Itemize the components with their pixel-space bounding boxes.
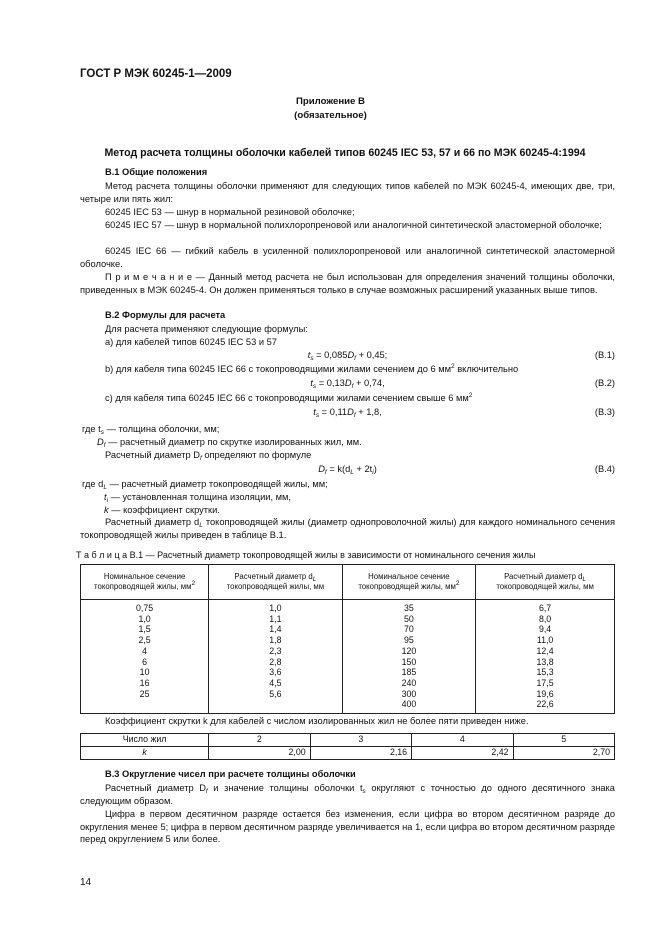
table-cell: 1,5 bbox=[138, 624, 151, 635]
column-left-sections bbox=[81, 600, 209, 714]
header-diameter: Расчетный диаметр $d_L$ токопроводящей жилы, мм bbox=[209, 565, 343, 600]
section-b3-heading: В.3 Округление чисел при расчете толщины оболочки bbox=[105, 769, 356, 779]
table-cell: 0,75 bbox=[136, 603, 154, 613]
table-cell: 4,5 bbox=[269, 678, 282, 689]
table-cell: 5,6 bbox=[269, 688, 282, 699]
table-cell: 1,1 bbox=[269, 613, 282, 624]
document-code: ГОСТ Р МЭК 60245-1—2009 bbox=[80, 68, 232, 80]
column-right-sections bbox=[342, 600, 476, 714]
table-cell: 8,0 bbox=[538, 613, 552, 624]
table-cell: 10 bbox=[139, 667, 150, 678]
formula-number: (В.4) bbox=[594, 464, 615, 474]
column-left-diameters bbox=[209, 600, 343, 714]
table-cell: 2,42 bbox=[412, 746, 513, 759]
table-cell: 150 bbox=[401, 656, 417, 667]
table-cell: 120 bbox=[401, 645, 417, 656]
table-cell: 240 bbox=[401, 678, 417, 689]
table-cell: 50 bbox=[404, 613, 414, 624]
table-b1 bbox=[80, 564, 615, 714]
appendix-status: (обязательное) bbox=[294, 110, 367, 121]
note-text: — Данный метод расчета не был использован для определения значений толщины оболочки, приведенных в МЭК 60245-4. Он должен применяться только в случае возможных расширений указанных выше типов. bbox=[80, 272, 615, 295]
table-cell: 35 bbox=[404, 603, 414, 613]
table-cell: 3 bbox=[310, 734, 411, 747]
table-cell: 15,3 bbox=[536, 667, 554, 678]
where-ts: где $t_s$ — толщина оболочки, мм; bbox=[82, 424, 220, 436]
calc-text-df: Расчетный диаметр $D_f$ определяют по формуле bbox=[105, 450, 312, 462]
table-cell: 9,4 bbox=[538, 624, 552, 635]
table-cell: 2,8 bbox=[269, 656, 282, 667]
paragraph: 60245 IEC 53 — шнур в нормальной резиновой оболочке; bbox=[105, 207, 355, 217]
table-cell: 185 bbox=[401, 667, 417, 678]
table-cell: 4 bbox=[142, 645, 148, 656]
list-item-a: a) для кабелей типов 60245 IEC 53 и 57 bbox=[105, 337, 277, 347]
header-diameter: Расчетный диаметр $d_L$ токопроводящей жилы, мм bbox=[476, 565, 615, 600]
formula-b4: $D_f = k(d_L + 2t_i)$ (В.4) bbox=[318, 464, 615, 476]
row-label: Число жил bbox=[81, 734, 209, 747]
table-k bbox=[80, 733, 615, 760]
table-cell: 22,6 bbox=[536, 699, 554, 710]
table-cell: 2,00 bbox=[209, 746, 310, 759]
table-cell: 2,3 bbox=[269, 645, 282, 656]
table-cell: 6,7 bbox=[538, 603, 552, 613]
table-cell: 1,0 bbox=[269, 603, 282, 613]
table-cell: 95 bbox=[404, 635, 414, 646]
k-intro: Коэффициент скрутки k для кабелей с числом изолированных жил не более пяти приведен ниже. bbox=[105, 716, 529, 726]
table-cell: 17,5 bbox=[536, 678, 554, 689]
column-right-diameters bbox=[476, 600, 615, 714]
appendix-title: Приложение В bbox=[296, 96, 365, 107]
table-cell: 2,5 bbox=[138, 635, 151, 646]
formula-b1: $t_s = 0,085D_f + 0,45$; (В.1) bbox=[307, 350, 615, 362]
main-title: Метод расчета толщины оболочки кабелей типов 60245 IEC 53, 57 и 66 по МЭК 60245-4:1994 bbox=[104, 147, 586, 159]
table-cell: 4 bbox=[412, 734, 513, 747]
row-label: k bbox=[81, 746, 209, 759]
calc-text-dl: Расчетный диаметр $d_L$ токопроводящей жилы (диаметр однопроволочной жилы) для каждого номинального сечения токопроводящей жилы приведен в таблице В.1. bbox=[80, 517, 616, 540]
formula-number: (В.1) bbox=[594, 350, 615, 360]
table-cell: 19,6 bbox=[536, 688, 554, 699]
table-cell: 2,70 bbox=[513, 746, 614, 759]
paragraph: Цифра в первом десятичном разряде остается без изменения, если цифра во втором десятичном разряде до округления менее 5; цифра в первом десятичном разряде увеличивается на 1, если цифра во втором десятичном разряде перед округлением 5 или более. bbox=[80, 809, 615, 845]
note-label: П р и м е ч а н и е bbox=[105, 272, 192, 282]
where-k: k — коэффициент скрутки. bbox=[104, 505, 220, 515]
table-row bbox=[81, 746, 615, 759]
table-cell: 70 bbox=[404, 624, 414, 635]
paragraph: Метод расчета толщины оболочки применяют для следующих типов кабелей по МЭК 60245-4, имеющих две, три, четыре или пять жил: bbox=[80, 181, 615, 204]
where-dl: где $d_L$ — расчетный диаметр токопроводящей жилы, мм; bbox=[82, 479, 328, 491]
section-b2-heading: В.2 Формулы для расчета bbox=[105, 310, 226, 320]
table-cell: 1,4 bbox=[269, 624, 282, 635]
table-cell: 6 bbox=[142, 656, 148, 667]
page-number: 14 bbox=[80, 877, 92, 888]
list-item-c: c) для кабеля типа 60245 IEC 66 с токопроводящими жилами сечением свыше 6 $мм^2$ bbox=[105, 392, 473, 403]
table-cell: 3,6 bbox=[269, 667, 282, 678]
note bbox=[80, 271, 615, 296]
table-cell: 2,16 bbox=[310, 746, 411, 759]
table-cell: 300 bbox=[401, 688, 417, 699]
table-cell: 1,0 bbox=[138, 613, 151, 624]
header-section: Номинальное сечение токопроводящей жилы, $мм^2$ bbox=[342, 565, 476, 600]
table-cell: 13,8 bbox=[536, 656, 554, 667]
formula-number: (В.2) bbox=[594, 378, 615, 388]
where-ti: $t_i$ — установленная толщина изоляции, мм, bbox=[104, 492, 292, 504]
paragraph: 60245 IEC 57 — шнур в нормальной полихлоропреновой или аналогичной синтетической эластомерной оболочке; bbox=[105, 220, 602, 230]
table-row bbox=[81, 734, 615, 747]
table-cell: 12,4 bbox=[536, 645, 554, 656]
table-cell: 2 bbox=[209, 734, 310, 747]
table-cell: 11,0 bbox=[536, 635, 554, 646]
where-df: $D_f$ — расчетный диаметр по скрутке изолированных жил, мм. bbox=[97, 437, 362, 449]
table-cell: 5 bbox=[513, 734, 614, 747]
formula-b3: $t_s = 0,11D_f + 1,8$, (В.3) bbox=[313, 407, 615, 419]
paragraph: Для расчета применяют следующие формулы: bbox=[105, 324, 308, 334]
paragraph: 60245 IEC 66 — гибкий кабель в усиленной полихлоропреновой или аналогичной синтетической эластомерной оболочке. bbox=[80, 246, 615, 269]
table-cell: 25 bbox=[139, 688, 150, 699]
paragraph: Расчетный диаметр $D_f$ и значение толщины оболочки $t_s$ округляют с точностью до одного десятичного знака следующим образом. bbox=[80, 783, 615, 806]
table-cell: 16 bbox=[139, 678, 150, 689]
formula-b2: $t_s = 0,13D_f + 0,74$, (В.2) bbox=[310, 378, 615, 390]
table-cell: 400 bbox=[401, 699, 417, 710]
table-body-row bbox=[81, 600, 615, 714]
list-item-b: b) для кабеля типа 60245 IEC 66 с токопроводящими жилами сечением до 6 $мм^2$ включительно bbox=[105, 363, 519, 374]
formula-number: (В.3) bbox=[594, 407, 615, 417]
header-section: Номинальное сечение токопроводящей жилы, $мм^2$ bbox=[81, 565, 209, 600]
section-b1-heading: В.1 Общие положения bbox=[105, 167, 208, 177]
table-b1-caption: Т а б л и ц а В.1 — Расчетный диаметр токопроводящей жилы в зависимости от номинального сечения жилы bbox=[76, 550, 536, 560]
table-header-row bbox=[81, 565, 615, 600]
table-cell: 1,8 bbox=[269, 635, 282, 646]
